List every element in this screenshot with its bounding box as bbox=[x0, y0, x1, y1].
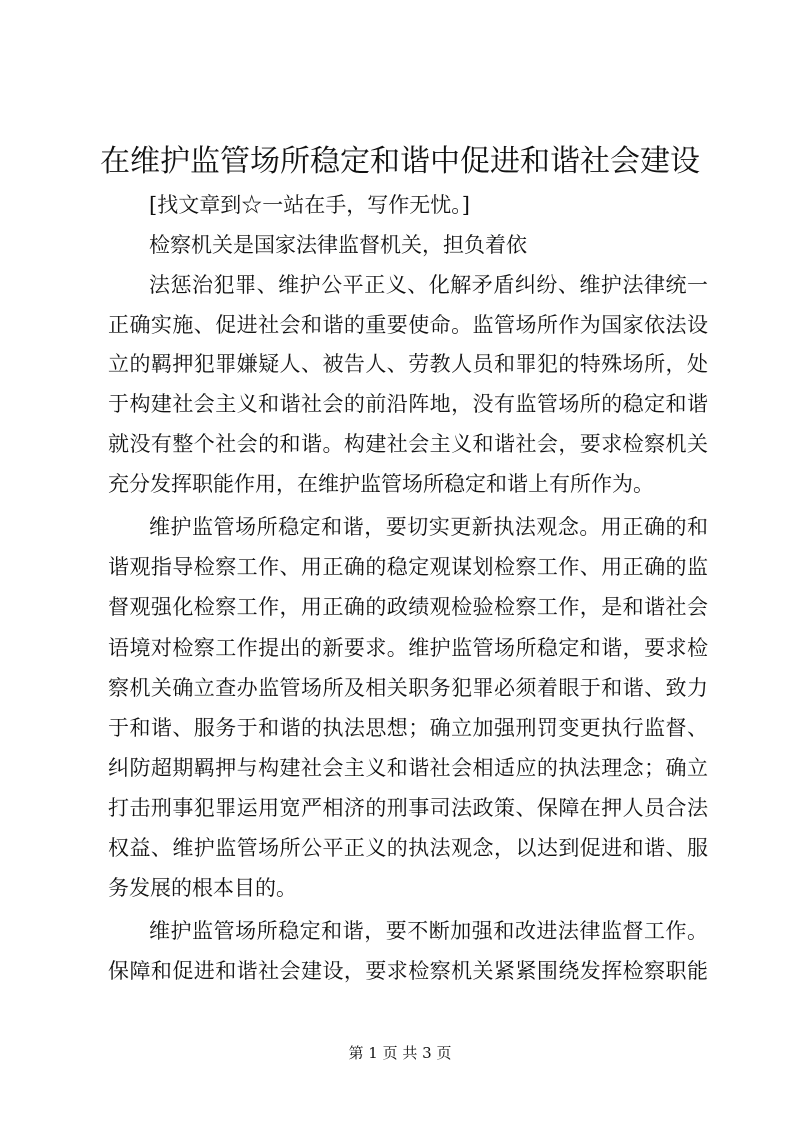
body-line: 维护监管场所稳定和谐，要切实更新执法观念。用正确的和 bbox=[149, 515, 708, 539]
body-line: 维护监管场所稳定和谐，要不断加强和改进法律监督工作。 bbox=[149, 919, 708, 943]
body-line: 督观强化检察工作，用正确的政绩观检验检察工作，是和谐社会 bbox=[108, 595, 708, 619]
body-line: 就没有整个社会的和谐。构建社会主义和谐社会，要求检察机关 bbox=[108, 432, 708, 456]
tagline: [找文章到☆一站在手，写作无忧。] bbox=[149, 193, 470, 217]
body-line: 察机关确立查办监管场所及相关职务犯罪必须着眼于和谐、致力 bbox=[108, 676, 708, 700]
body-line: 检察机关是国家法律监督机关，担负着依 bbox=[149, 233, 527, 257]
body-line: 于构建社会主义和谐社会的前沿阵地，没有监管场所的稳定和谐 bbox=[108, 392, 708, 416]
body-line: 充分发挥职能作用，在维护监管场所稳定和谐上有所作为。 bbox=[108, 472, 654, 496]
body-line: 保障和促进和谐社会建设，要求检察机关紧紧围绕发挥检察职能 bbox=[108, 959, 708, 983]
body-line: 务发展的根本目的。 bbox=[108, 876, 297, 900]
body-line: 于和谐、服务于和谐的执法思想；确立加强刑罚变更执行监督、 bbox=[108, 716, 708, 740]
body-line: 纠防超期羁押与构建社会主义和谐社会相适应的执法理念；确立 bbox=[108, 756, 708, 780]
body-line: 立的羁押犯罪嫌疑人、被告人、劳教人员和罪犯的特殊场所，处 bbox=[108, 352, 708, 376]
body-line: 法惩治犯罪、维护公平正义、化解矛盾纠纷、维护法律统一 bbox=[149, 273, 708, 297]
document-title: 在维护监管场所稳定和谐中促进和谐社会建设 bbox=[100, 144, 700, 179]
body-line: 正确实施、促进社会和谐的重要使命。监管场所作为国家依法设 bbox=[108, 313, 708, 337]
body-line: 打击刑事犯罪运用宽严相济的刑事司法政策、保障在押人员合法 bbox=[108, 796, 708, 820]
body-line: 语境对检察工作提出的新要求。维护监管场所稳定和谐，要求检 bbox=[108, 636, 708, 660]
body-line: 权益、维护监管场所公平正义的执法观念，以达到促进和谐、服 bbox=[108, 836, 708, 860]
page-footer: 第 1 页 共 3 页 bbox=[348, 1044, 452, 1062]
body-line: 谐观指导检察工作、用正确的稳定观谋划检察工作、用正确的监 bbox=[108, 555, 708, 579]
